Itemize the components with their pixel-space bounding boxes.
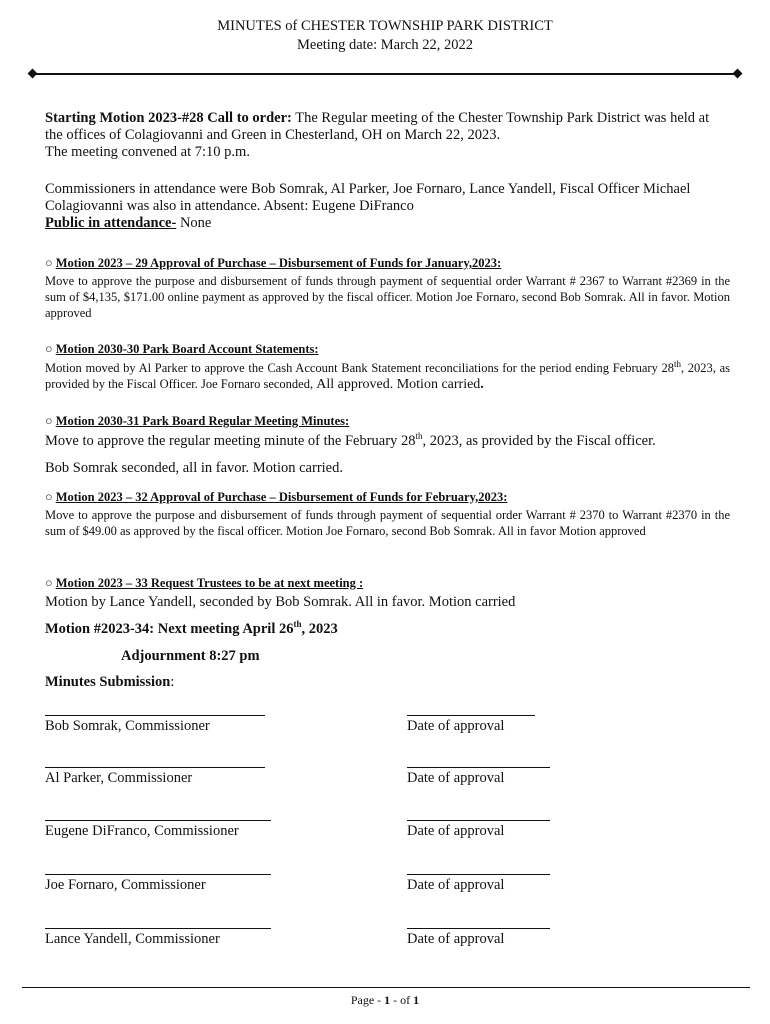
page-footer bbox=[0, 993, 770, 1008]
date-line bbox=[407, 928, 550, 929]
bullet-icon: ○ bbox=[45, 342, 53, 356]
motion-29-heading bbox=[45, 256, 501, 271]
call-to-order-label: Starting Motion 2023-#28 Call to order: bbox=[45, 110, 292, 126]
meeting-date: Meeting date: March 22, 2022 bbox=[297, 37, 473, 53]
bullet-icon: ○ bbox=[45, 576, 53, 590]
motion-30-text-c: All approved. Motion carried bbox=[316, 377, 481, 392]
footer-rule bbox=[22, 987, 750, 988]
date-of-approval-label: Date of approval bbox=[407, 931, 505, 947]
motion-30-text-a: Motion moved by Al Parker to approve the Cash Account Bank Statement reconciliations for the period ending February 28 bbox=[45, 361, 674, 375]
header-rule bbox=[32, 73, 738, 75]
call-to-order bbox=[45, 110, 730, 161]
ordinal-suffix: th bbox=[293, 619, 302, 630]
motion-31-text-a: Move to approve the regular meeting minute of the February 28 bbox=[45, 433, 416, 449]
motion-32-heading bbox=[45, 490, 507, 505]
bullet-icon: ○ bbox=[45, 490, 53, 504]
date-line bbox=[407, 874, 550, 875]
signatory-name: Eugene DiFranco, Commissioner bbox=[45, 823, 239, 839]
motion-30-text-b: , 2023, as provided by the Fiscal Officer. Joe Fornaro seconded, bbox=[45, 361, 730, 391]
motion-33-heading bbox=[45, 576, 363, 591]
page-word: Page - bbox=[350, 993, 385, 1007]
date-line bbox=[407, 715, 535, 716]
motion-34 bbox=[45, 621, 730, 638]
signature-line bbox=[45, 820, 271, 821]
motion-31-title: Motion 2030-31 Park Board Regular Meeting Minutes: bbox=[55, 414, 350, 428]
signature-line bbox=[45, 928, 271, 929]
page-total: 1 bbox=[413, 993, 420, 1007]
motion-31-text bbox=[45, 433, 730, 450]
ordinal-suffix: th bbox=[415, 431, 423, 442]
motion-31-second: Bob Somrak seconded, all in favor. Motion carried. bbox=[45, 460, 343, 476]
convened-time: The meeting convened at 7:10 p.m. bbox=[45, 144, 250, 160]
rule-left-diamond bbox=[28, 69, 38, 79]
motion-30-end: . bbox=[480, 377, 484, 392]
attendance-text: Commissioners in attendance were Bob Somrak, Al Parker, Joe Fornaro, Lance Yandell, Fiscal Officer Michael Colagiovanni was also in attendance. Absent: Eugene DiFranco bbox=[45, 181, 691, 214]
motion-33-text: Motion by Lance Yandell, seconded by Bob Somrak. All in favor. Motion carried bbox=[45, 594, 516, 610]
public-attendance-value: None bbox=[176, 215, 212, 231]
motion-29-text: Move to approve the purpose and disbursement of funds through payment of sequential order Warrant # 2367 to Warrant #2369 in the sum of $4,135, $171.00 online payment as approved by the fiscal officer. Motion Joe Fornaro, second Bob Somrak. All in favor. Motion approved bbox=[45, 274, 730, 320]
motion-32-title: Motion 2023 – 32 Approval of Purchase – Disbursement of Funds for February,2023: bbox=[55, 490, 508, 504]
document-title: MINUTES of CHESTER TOWNSHIP PARK DISTRICT bbox=[217, 18, 553, 34]
public-attendance-label: Public in attendance- bbox=[45, 215, 177, 231]
motion-30-text bbox=[45, 360, 730, 393]
motion-34-text-a: Motion #2023-34: Next meeting April 26 bbox=[45, 621, 294, 637]
motion-32-text: Move to approve the purpose and disbursement of funds through payment of sequential order Warrant # 2370 to Warrant #2370 in the sum of $49.00 as approved by the fiscal officer. Motion Joe Fornaro, second Bob Somrak. All in favor Motion approved bbox=[45, 508, 730, 538]
rule-right-diamond bbox=[733, 69, 743, 79]
minutes-submission-colon: : bbox=[170, 674, 175, 690]
signatory-name: Al Parker, Commissioner bbox=[45, 770, 193, 786]
date-of-approval-label: Date of approval bbox=[407, 877, 505, 893]
minutes-submission-label: Minutes Submission bbox=[45, 674, 171, 690]
motion-30-title: Motion 2030-30 Park Board Account Statements: bbox=[55, 342, 319, 356]
motion-31-text-b: , 2023, as provided by the Fiscal officer. bbox=[422, 433, 656, 449]
minutes-submission bbox=[45, 674, 174, 691]
date-line bbox=[407, 820, 550, 821]
motion-34-text-b: , 2023 bbox=[301, 621, 338, 637]
date-line bbox=[407, 767, 550, 768]
signatory-name: Joe Fornaro, Commissioner bbox=[45, 877, 206, 893]
bullet-icon: ○ bbox=[45, 414, 53, 428]
motion-29-title: Motion 2023 – 29 Approval of Purchase – Disbursement of Funds for January,2023: bbox=[55, 256, 502, 270]
adjournment: Adjournment 8:27 pm bbox=[121, 648, 260, 664]
signature-line bbox=[45, 715, 265, 716]
ordinal-suffix: th bbox=[673, 358, 681, 369]
motion-30-heading bbox=[45, 342, 319, 357]
date-of-approval-label: Date of approval bbox=[407, 770, 505, 786]
date-of-approval-label: Date of approval bbox=[407, 823, 505, 839]
call-to-order-text: The Regular meeting of the Chester Township Park District was held at the offices of Colagiovanni and Green in Chesterland, OH on March 22, 2023. bbox=[45, 110, 710, 143]
motion-33-title: Motion 2023 – 33 Request Trustees to be at next meeting : bbox=[55, 576, 364, 590]
signatory-name: Bob Somrak, Commissioner bbox=[45, 718, 210, 734]
signature-line bbox=[45, 767, 265, 768]
bullet-icon: ○ bbox=[45, 256, 53, 270]
signatory-name: Lance Yandell, Commissioner bbox=[45, 931, 220, 947]
signature-line bbox=[45, 874, 271, 875]
motion-31-heading bbox=[45, 414, 349, 429]
date-of-approval-label: Date of approval bbox=[407, 718, 505, 734]
page-number: 1 bbox=[384, 993, 391, 1007]
attendance bbox=[45, 181, 730, 232]
of-word: - of bbox=[390, 993, 414, 1007]
